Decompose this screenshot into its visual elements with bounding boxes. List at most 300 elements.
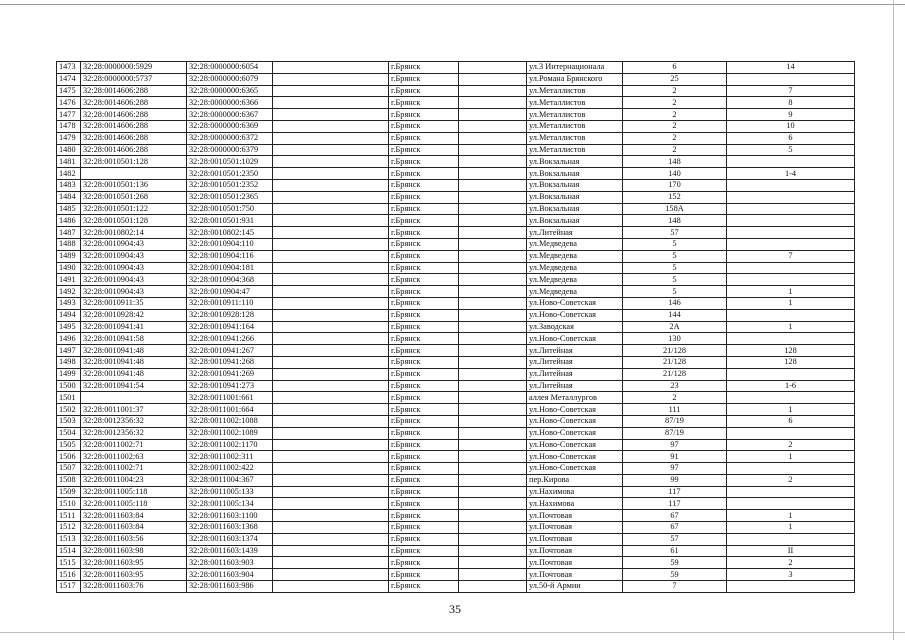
cell-city: г.Брянск xyxy=(389,356,459,368)
cell-house-number: 6 xyxy=(623,62,727,74)
cell-object-number: 32:28:0010501:931 xyxy=(187,215,273,227)
cell-apartment: 7 xyxy=(727,250,855,262)
cell-apartment xyxy=(727,191,855,203)
cell-empty-col-a xyxy=(273,522,389,534)
cell-city: г.Брянск xyxy=(389,203,459,215)
cell-empty-col-b xyxy=(459,368,527,380)
cell-city: г.Брянск xyxy=(389,309,459,321)
cell-house-number: 117 xyxy=(623,486,727,498)
cell-empty-col-b xyxy=(459,238,527,250)
cell-empty-col-b xyxy=(459,132,527,144)
cell-city: г.Брянск xyxy=(389,333,459,345)
cell-empty-col-a xyxy=(273,486,389,498)
table-row xyxy=(57,309,855,321)
cell-empty-col-a xyxy=(273,356,389,368)
cell-row-number: 1479 xyxy=(57,132,81,144)
cell-empty-col-a xyxy=(273,427,389,439)
cell-empty-col-a xyxy=(273,62,389,74)
cell-city: г.Брянск xyxy=(389,392,459,404)
cell-house-number: 2 xyxy=(623,120,727,132)
cell-apartment xyxy=(727,274,855,286)
cell-empty-col-b xyxy=(459,415,527,427)
cell-house-number: 111 xyxy=(623,404,727,416)
cell-object-number: 32:28:0011002:1088 xyxy=(187,415,273,427)
cell-street: ул.Металлистов xyxy=(527,85,623,97)
cell-house-number: 5 xyxy=(623,274,727,286)
cell-house-number: 87/19 xyxy=(623,427,727,439)
cell-house-number: 146 xyxy=(623,297,727,309)
cell-parcel-number: 32:28:0011002:71 xyxy=(81,439,187,451)
cell-row-number: 1489 xyxy=(57,250,81,262)
cell-empty-col-b xyxy=(459,73,527,85)
cell-object-number: 32:28:0010941:267 xyxy=(187,345,273,357)
cell-row-number: 1513 xyxy=(57,533,81,545)
cell-row-number: 1481 xyxy=(57,156,81,168)
table-row xyxy=(57,238,855,250)
cell-street: ул.Медведева xyxy=(527,274,623,286)
cell-house-number: 67 xyxy=(623,522,727,534)
cell-city: г.Брянск xyxy=(389,73,459,85)
cell-object-number: 32:28:0010904:368 xyxy=(187,274,273,286)
cell-empty-col-b xyxy=(459,498,527,510)
cell-empty-col-b xyxy=(459,380,527,392)
cell-object-number: 32:28:0010904:110 xyxy=(187,238,273,250)
cell-parcel-number: 32:28:0010941:54 xyxy=(81,380,187,392)
cell-apartment: 2 xyxy=(727,557,855,569)
cell-parcel-number: 32:28:0010501:268 xyxy=(81,191,187,203)
cell-parcel-number: 32:28:0014606:288 xyxy=(81,120,187,132)
cell-row-number: 1475 xyxy=(57,85,81,97)
cell-house-number: 21/128 xyxy=(623,345,727,357)
cell-parcel-number: 32:28:0010911:35 xyxy=(81,297,187,309)
cell-apartment: 9 xyxy=(727,109,855,121)
cell-parcel-number: 32:28:0011603:98 xyxy=(81,545,187,557)
cell-object-number: 32:28:0011603:986 xyxy=(187,581,273,593)
cell-row-number: 1515 xyxy=(57,557,81,569)
cell-empty-col-b xyxy=(459,168,527,180)
cell-empty-col-a xyxy=(273,85,389,97)
cell-house-number: 2 xyxy=(623,392,727,404)
cell-parcel-number: 32:28:0011603:95 xyxy=(81,557,187,569)
cell-house-number: 2 xyxy=(623,97,727,109)
cell-empty-col-a xyxy=(273,474,389,486)
cell-empty-col-b xyxy=(459,439,527,451)
cell-object-number: 32:28:0010501:2352 xyxy=(187,179,273,191)
cell-house-number: 7 xyxy=(623,581,727,593)
cell-object-number: 32:28:0000000:6365 xyxy=(187,85,273,97)
cell-city: г.Брянск xyxy=(389,62,459,74)
cell-city: г.Брянск xyxy=(389,132,459,144)
cell-empty-col-b xyxy=(459,191,527,203)
table-row xyxy=(57,486,855,498)
cell-empty-col-b xyxy=(459,451,527,463)
cell-parcel-number xyxy=(81,168,187,180)
cell-street: аллея Металлургов xyxy=(527,392,623,404)
cell-apartment: II xyxy=(727,545,855,557)
table-row xyxy=(57,274,855,286)
cell-empty-col-a xyxy=(273,345,389,357)
cell-object-number: 32:28:0010501:2350 xyxy=(187,168,273,180)
cell-object-number: 32:28:0011002:1170 xyxy=(187,439,273,451)
cell-row-number: 1493 xyxy=(57,297,81,309)
cell-apartment: 2 xyxy=(727,439,855,451)
cell-parcel-number: 32:28:0010928:42 xyxy=(81,309,187,321)
cell-apartment xyxy=(727,581,855,593)
cell-object-number: 32:28:0010941:164 xyxy=(187,321,273,333)
cell-empty-col-a xyxy=(273,168,389,180)
cell-house-number: 57 xyxy=(623,533,727,545)
cell-street: ул.Вокзальная xyxy=(527,179,623,191)
cell-street: ул.Романа Брянского xyxy=(527,73,623,85)
cell-empty-col-a xyxy=(273,227,389,239)
cell-street: ул.Металлистов xyxy=(527,109,623,121)
cell-street: ул.Заводская xyxy=(527,321,623,333)
cell-parcel-number: 32:28:0011005:118 xyxy=(81,498,187,510)
cell-city: г.Брянск xyxy=(389,227,459,239)
cell-apartment xyxy=(727,333,855,345)
cell-empty-col-b xyxy=(459,203,527,215)
cell-parcel-number: 32:28:0011005:118 xyxy=(81,486,187,498)
cell-city: г.Брянск xyxy=(389,286,459,298)
cell-row-number: 1509 xyxy=(57,486,81,498)
cell-house-number: 5 xyxy=(623,250,727,262)
cell-empty-col-b xyxy=(459,62,527,74)
cell-apartment xyxy=(727,368,855,380)
cell-street: ул.Ново-Советская xyxy=(527,404,623,416)
cell-object-number: 32:28:0010928:128 xyxy=(187,309,273,321)
cell-city: г.Брянск xyxy=(389,85,459,97)
cell-empty-col-b xyxy=(459,156,527,168)
cell-empty-col-a xyxy=(273,132,389,144)
cell-empty-col-a xyxy=(273,498,389,510)
cell-city: г.Брянск xyxy=(389,439,459,451)
cell-object-number: 32:28:0000000:6369 xyxy=(187,120,273,132)
cell-empty-col-b xyxy=(459,321,527,333)
cell-empty-col-a xyxy=(273,109,389,121)
cell-street: ул.Нахимова xyxy=(527,486,623,498)
cell-apartment xyxy=(727,392,855,404)
cell-empty-col-a xyxy=(273,250,389,262)
cell-row-number: 1498 xyxy=(57,356,81,368)
cell-apartment: 1 xyxy=(727,451,855,463)
cell-house-number: 59 xyxy=(623,557,727,569)
cell-parcel-number: 32:28:0000000:5929 xyxy=(81,62,187,74)
cell-apartment: 1 xyxy=(727,286,855,298)
cell-apartment: 10 xyxy=(727,120,855,132)
cell-object-number: 32:28:0011603:1439 xyxy=(187,545,273,557)
cell-parcel-number: 32:28:0014606:288 xyxy=(81,97,187,109)
cell-apartment: 2 xyxy=(727,474,855,486)
cell-object-number: 32:28:0011002:422 xyxy=(187,463,273,475)
cell-city: г.Брянск xyxy=(389,97,459,109)
cell-house-number: 2 xyxy=(623,132,727,144)
cell-apartment: 5 xyxy=(727,144,855,156)
table-row xyxy=(57,109,855,121)
cell-street: ул.Медведева xyxy=(527,286,623,298)
cell-house-number: 140 xyxy=(623,168,727,180)
cell-parcel-number: 32:28:0000000:5737 xyxy=(81,73,187,85)
cell-city: г.Брянск xyxy=(389,510,459,522)
cell-object-number: 32:28:0010941:273 xyxy=(187,380,273,392)
cell-parcel-number: 32:28:0011001:37 xyxy=(81,404,187,416)
table-row xyxy=(57,227,855,239)
cell-apartment xyxy=(727,498,855,510)
table-row xyxy=(57,262,855,274)
cell-parcel-number xyxy=(81,392,187,404)
table-row xyxy=(57,144,855,156)
cell-street: ул.Почтовая xyxy=(527,510,623,522)
cell-row-number: 1496 xyxy=(57,333,81,345)
cell-apartment: 3 xyxy=(727,569,855,581)
cell-parcel-number: 32:28:0014606:288 xyxy=(81,109,187,121)
cell-city: г.Брянск xyxy=(389,156,459,168)
cell-city: г.Брянск xyxy=(389,109,459,121)
cell-parcel-number: 32:28:0010904:43 xyxy=(81,250,187,262)
cell-street: ул.Вокзальная xyxy=(527,191,623,203)
cell-row-number: 1486 xyxy=(57,215,81,227)
cell-row-number: 1494 xyxy=(57,309,81,321)
cell-empty-col-b xyxy=(459,557,527,569)
cell-city: г.Брянск xyxy=(389,557,459,569)
cell-house-number: 5 xyxy=(623,262,727,274)
cell-object-number: 32:28:0010904:181 xyxy=(187,262,273,274)
cell-parcel-number: 32:28:0010904:43 xyxy=(81,274,187,286)
cell-object-number: 32:28:0011005:133 xyxy=(187,486,273,498)
cell-parcel-number: 32:28:0011603:76 xyxy=(81,581,187,593)
cell-row-number: 1497 xyxy=(57,345,81,357)
cell-city: г.Брянск xyxy=(389,380,459,392)
cell-city: г.Брянск xyxy=(389,474,459,486)
cell-empty-col-a xyxy=(273,463,389,475)
cell-house-number: 97 xyxy=(623,463,727,475)
cell-object-number: 32:28:0000000:6079 xyxy=(187,73,273,85)
cell-object-number: 32:28:0011603:904 xyxy=(187,569,273,581)
cell-empty-col-a xyxy=(273,333,389,345)
cell-empty-col-b xyxy=(459,345,527,357)
cell-street: ул.Почтовая xyxy=(527,569,623,581)
cell-house-number: 148 xyxy=(623,156,727,168)
cell-parcel-number: 32:28:0010904:43 xyxy=(81,238,187,250)
cell-house-number: 144 xyxy=(623,309,727,321)
cell-street: ул.Почтовая xyxy=(527,545,623,557)
cell-object-number: 32:28:0011004:367 xyxy=(187,474,273,486)
cell-house-number: 25 xyxy=(623,73,727,85)
cell-row-number: 1510 xyxy=(57,498,81,510)
cell-empty-col-b xyxy=(459,510,527,522)
table-row xyxy=(57,73,855,85)
cell-apartment: 1 xyxy=(727,522,855,534)
cell-parcel-number: 32:28:0010501:136 xyxy=(81,179,187,191)
registry-table xyxy=(56,61,855,593)
cell-street: ул.Металлистов xyxy=(527,144,623,156)
cell-parcel-number: 32:28:0010501:122 xyxy=(81,203,187,215)
table-row xyxy=(57,380,855,392)
cell-street: ул.Литейная xyxy=(527,227,623,239)
cell-object-number: 32:28:0010501:750 xyxy=(187,203,273,215)
cell-empty-col-b xyxy=(459,144,527,156)
cell-parcel-number: 32:28:0010802:14 xyxy=(81,227,187,239)
cell-city: г.Брянск xyxy=(389,368,459,380)
cell-street: ул.Почтовая xyxy=(527,522,623,534)
cell-street: ул.Металлистов xyxy=(527,97,623,109)
cell-empty-col-b xyxy=(459,120,527,132)
cell-empty-col-a xyxy=(273,380,389,392)
table-row xyxy=(57,581,855,593)
cell-empty-col-a xyxy=(273,451,389,463)
table-row xyxy=(57,97,855,109)
cell-row-number: 1514 xyxy=(57,545,81,557)
cell-empty-col-b xyxy=(459,309,527,321)
cell-parcel-number: 32:28:0010941:58 xyxy=(81,333,187,345)
cell-street: ул.Ново-Советская xyxy=(527,427,623,439)
cell-row-number: 1511 xyxy=(57,510,81,522)
cell-object-number: 32:28:0011001:661 xyxy=(187,392,273,404)
cell-apartment xyxy=(727,156,855,168)
cell-parcel-number: 32:28:0011002:63 xyxy=(81,451,187,463)
table-row xyxy=(57,250,855,262)
cell-street: ул.Ново-Советская xyxy=(527,297,623,309)
table-row xyxy=(57,85,855,97)
cell-street: ул.Ново-Советская xyxy=(527,333,623,345)
cell-row-number: 1490 xyxy=(57,262,81,274)
cell-house-number: 158А xyxy=(623,203,727,215)
cell-city: г.Брянск xyxy=(389,321,459,333)
cell-parcel-number: 32:28:0010941:48 xyxy=(81,356,187,368)
cell-object-number: 32:28:0010911:110 xyxy=(187,297,273,309)
cell-apartment: 1 xyxy=(727,297,855,309)
cell-empty-col-a xyxy=(273,179,389,191)
cell-city: г.Брянск xyxy=(389,463,459,475)
cell-parcel-number: 32:28:0011603:84 xyxy=(81,522,187,534)
table-row xyxy=(57,498,855,510)
cell-city: г.Брянск xyxy=(389,297,459,309)
cell-house-number: 148 xyxy=(623,215,727,227)
cell-empty-col-a xyxy=(273,569,389,581)
table-row xyxy=(57,545,855,557)
cell-street: ул.Литейная xyxy=(527,380,623,392)
cell-house-number: 67 xyxy=(623,510,727,522)
cell-house-number: 2 xyxy=(623,109,727,121)
cell-house-number: 2 xyxy=(623,144,727,156)
cell-row-number: 1502 xyxy=(57,404,81,416)
cell-row-number: 1505 xyxy=(57,439,81,451)
cell-parcel-number: 32:28:0011004:23 xyxy=(81,474,187,486)
cell-city: г.Брянск xyxy=(389,581,459,593)
cell-parcel-number: 32:28:0012356:32 xyxy=(81,427,187,439)
cell-apartment xyxy=(727,203,855,215)
cell-empty-col-a xyxy=(273,286,389,298)
cell-row-number: 1492 xyxy=(57,286,81,298)
table-row xyxy=(57,510,855,522)
cell-row-number: 1474 xyxy=(57,73,81,85)
table-row xyxy=(57,522,855,534)
cell-object-number: 32:28:0000000:6366 xyxy=(187,97,273,109)
cell-house-number: 61 xyxy=(623,545,727,557)
table-row xyxy=(57,451,855,463)
cell-apartment xyxy=(727,227,855,239)
cell-empty-col-b xyxy=(459,286,527,298)
table-row xyxy=(57,120,855,132)
cell-empty-col-b xyxy=(459,545,527,557)
cell-empty-col-b xyxy=(459,179,527,191)
cell-empty-col-a xyxy=(273,510,389,522)
cell-street: ул.Вокзальная xyxy=(527,156,623,168)
cell-city: г.Брянск xyxy=(389,345,459,357)
cell-street: ул.3 Интернационала xyxy=(527,62,623,74)
cell-object-number: 32:28:0010904:47 xyxy=(187,286,273,298)
cell-empty-col-b xyxy=(459,274,527,286)
cell-parcel-number: 32:28:0010904:43 xyxy=(81,286,187,298)
cell-empty-col-a xyxy=(273,156,389,168)
cell-row-number: 1508 xyxy=(57,474,81,486)
table-row xyxy=(57,286,855,298)
cell-empty-col-b xyxy=(459,533,527,545)
cell-city: г.Брянск xyxy=(389,404,459,416)
cell-apartment: 6 xyxy=(727,415,855,427)
table-row xyxy=(57,333,855,345)
cell-empty-col-a xyxy=(273,144,389,156)
cell-parcel-number: 32:28:0010941:41 xyxy=(81,321,187,333)
cell-row-number: 1517 xyxy=(57,581,81,593)
cell-empty-col-a xyxy=(273,215,389,227)
cell-row-number: 1516 xyxy=(57,569,81,581)
cell-object-number: 32:28:0000000:6054 xyxy=(187,62,273,74)
cell-house-number: 21/128 xyxy=(623,368,727,380)
cell-street: ул.Литейная xyxy=(527,356,623,368)
cell-empty-col-a xyxy=(273,557,389,569)
cell-object-number: 32:28:0000000:6379 xyxy=(187,144,273,156)
cell-object-number: 32:28:0011603:1100 xyxy=(187,510,273,522)
cell-empty-col-b xyxy=(459,392,527,404)
cell-house-number: 23 xyxy=(623,380,727,392)
table-row xyxy=(57,415,855,427)
cell-empty-col-a xyxy=(273,404,389,416)
cell-apartment xyxy=(727,427,855,439)
cell-row-number: 1507 xyxy=(57,463,81,475)
cell-row-number: 1482 xyxy=(57,168,81,180)
cell-street: ул.Ново-Советская xyxy=(527,439,623,451)
cell-apartment: 128 xyxy=(727,345,855,357)
cell-row-number: 1495 xyxy=(57,321,81,333)
cell-object-number: 32:28:0010941:268 xyxy=(187,356,273,368)
cell-empty-col-a xyxy=(273,73,389,85)
cell-city: г.Брянск xyxy=(389,533,459,545)
cell-street: ул.Медведева xyxy=(527,238,623,250)
cell-empty-col-a xyxy=(273,309,389,321)
cell-city: г.Брянск xyxy=(389,262,459,274)
cell-city: г.Брянск xyxy=(389,451,459,463)
cell-row-number: 1488 xyxy=(57,238,81,250)
cell-parcel-number: 32:28:0014606:288 xyxy=(81,132,187,144)
cell-street: ул.Вокзальная xyxy=(527,203,623,215)
cell-empty-col-a xyxy=(273,262,389,274)
cell-city: г.Брянск xyxy=(389,427,459,439)
table-row xyxy=(57,368,855,380)
cell-apartment: 1 xyxy=(727,510,855,522)
cell-parcel-number: 32:28:0010941:48 xyxy=(81,368,187,380)
cell-row-number: 1512 xyxy=(57,522,81,534)
cell-row-number: 1503 xyxy=(57,415,81,427)
cell-object-number: 32:28:0010501:2365 xyxy=(187,191,273,203)
cell-street: ул.Нахимова xyxy=(527,498,623,510)
table-row xyxy=(57,132,855,144)
cell-city: г.Брянск xyxy=(389,144,459,156)
cell-empty-col-a xyxy=(273,415,389,427)
cell-row-number: 1483 xyxy=(57,179,81,191)
cell-row-number: 1477 xyxy=(57,109,81,121)
cell-parcel-number: 32:28:0011603:56 xyxy=(81,533,187,545)
table-row xyxy=(57,215,855,227)
